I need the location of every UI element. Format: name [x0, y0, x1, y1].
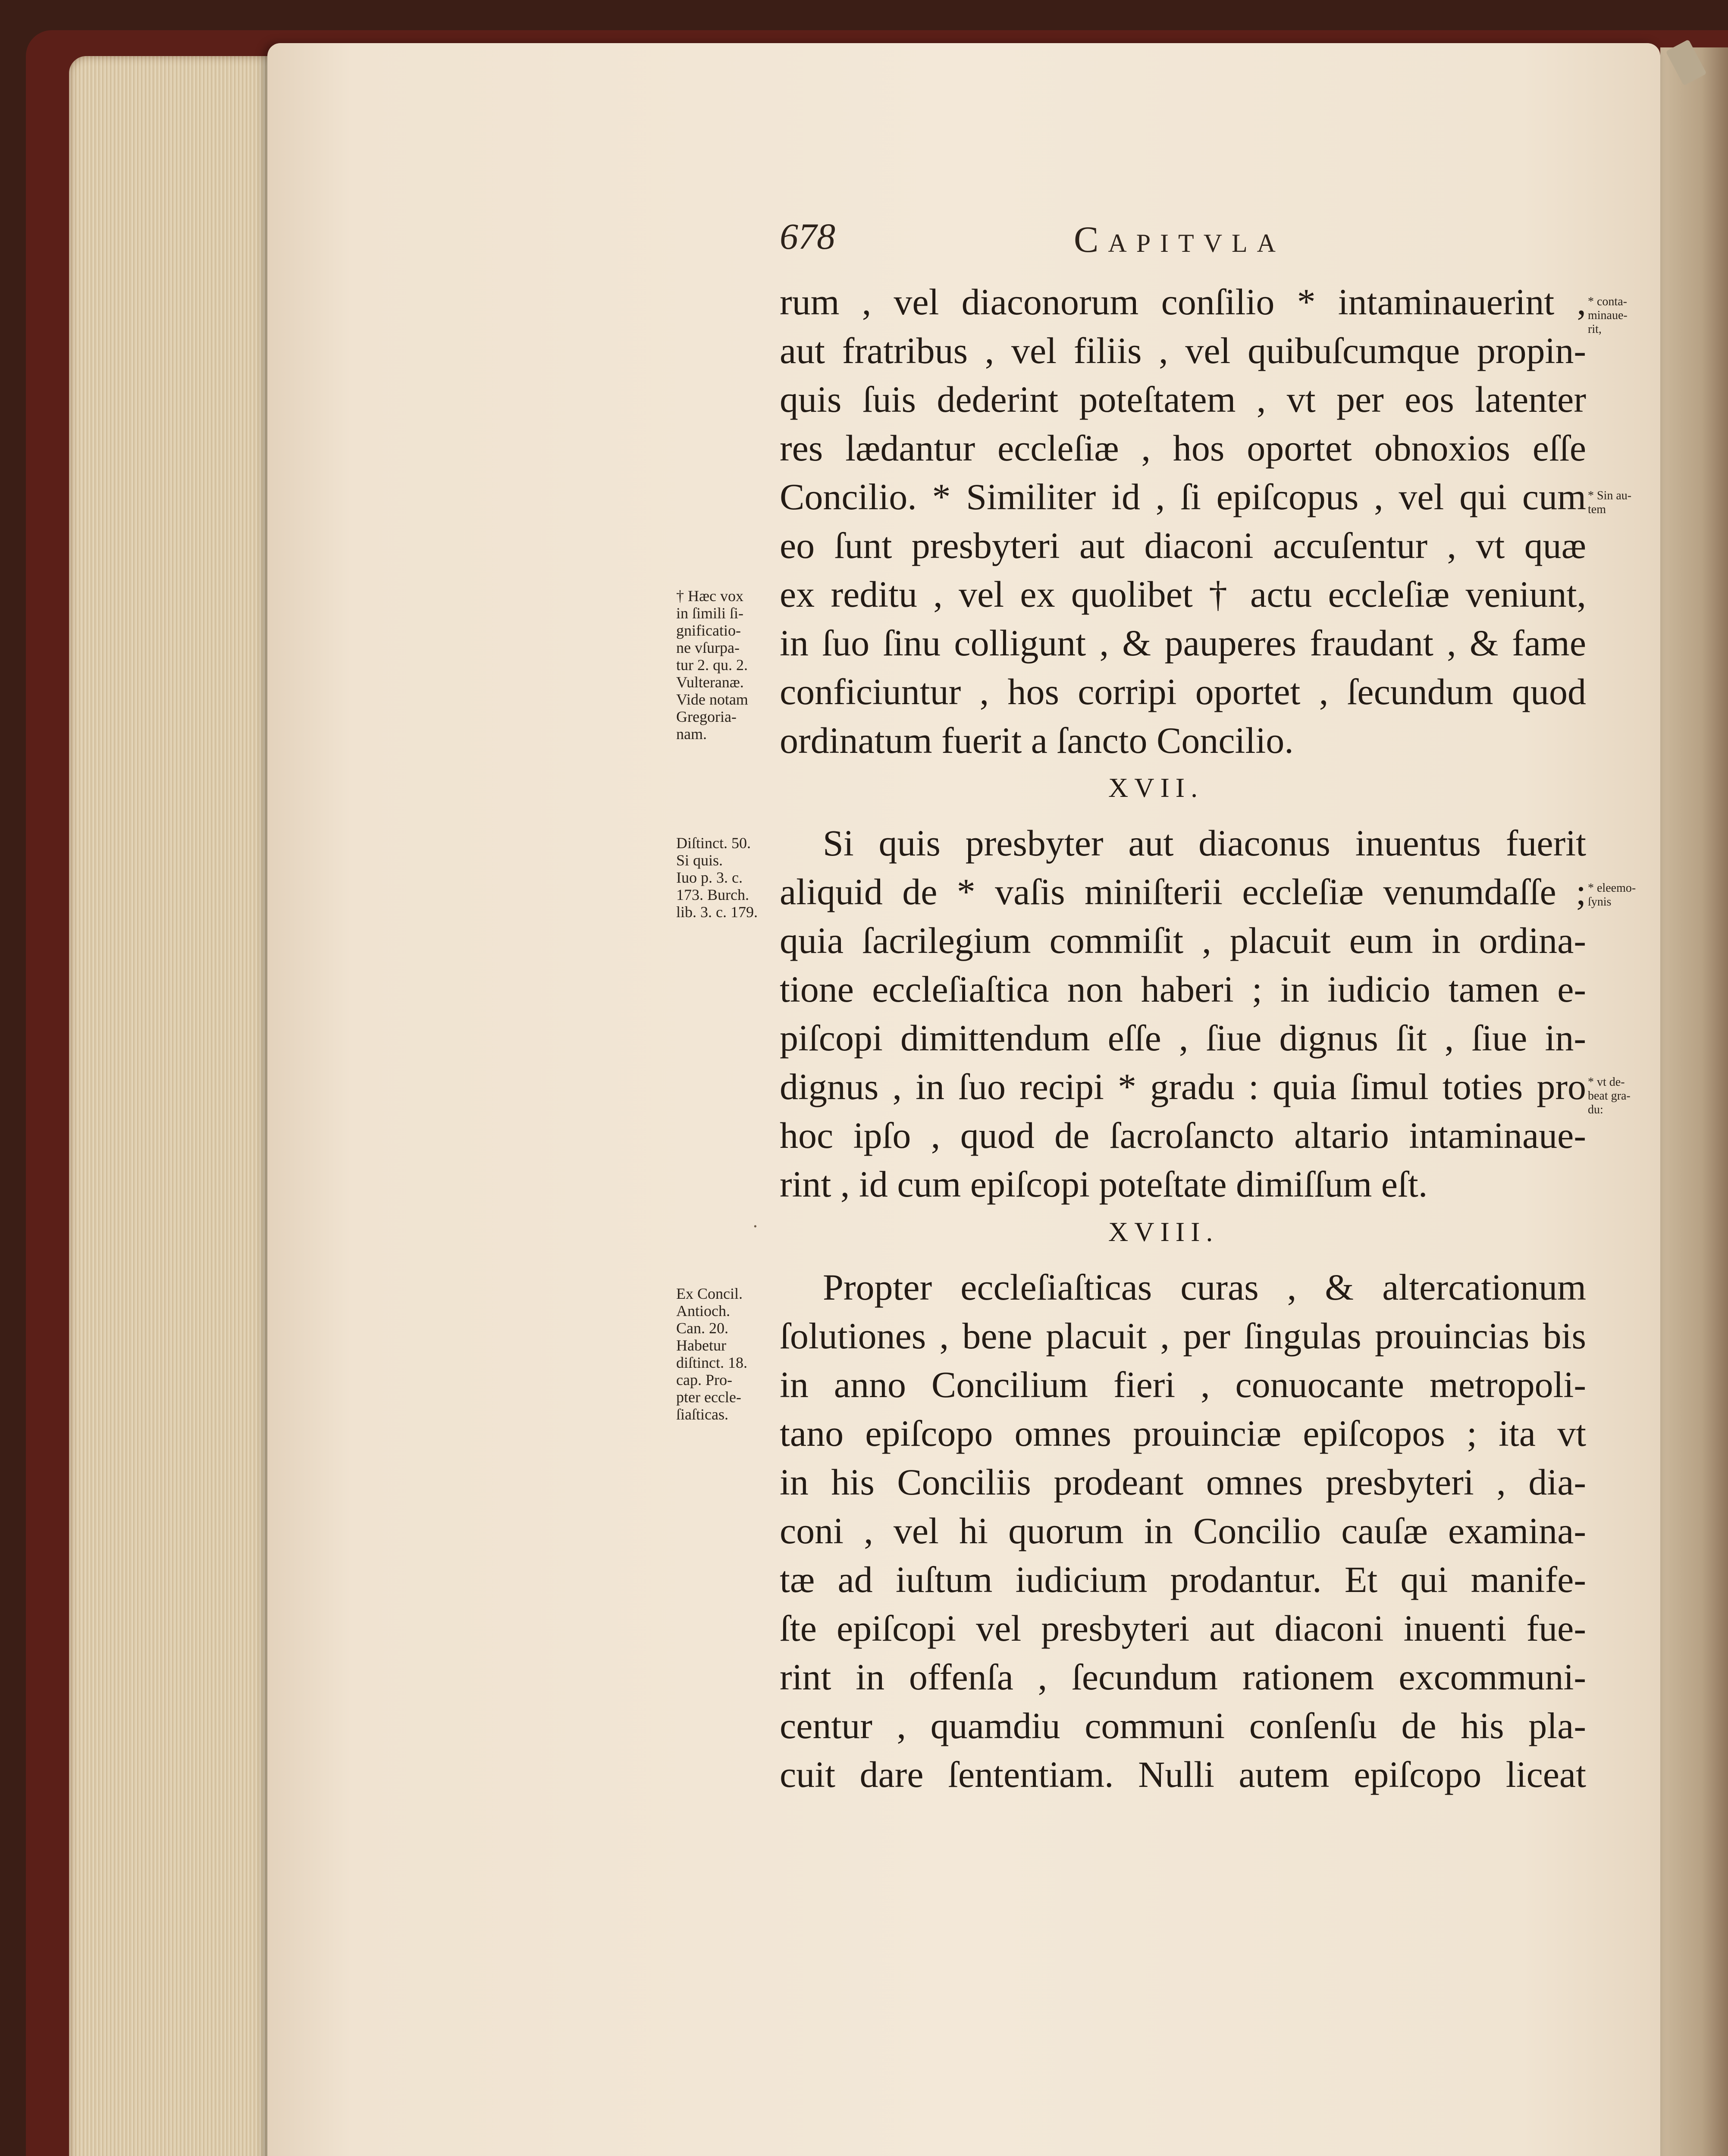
note-line: Can. 20.: [676, 1319, 728, 1337]
text-line: ordinatum fuerit a ſancto Concilio.: [780, 720, 1294, 761]
text-line: tæ ad iuſtum iudicium prodantur. Et qui manife-: [780, 1559, 1586, 1600]
running-head: Capitvla: [1074, 219, 1286, 260]
note-line: Gregoria-: [676, 708, 737, 725]
text-line: hoc ipſo , quod de ſacroſancto altario intaminaue-: [780, 1115, 1586, 1156]
note-line: * conta-: [1588, 295, 1627, 308]
note-line: Si quis.: [676, 852, 723, 869]
text-line: ſte epiſcopi vel presbyteri aut diaconi inuenti fue-: [780, 1608, 1586, 1649]
text-line: piſcopi dimittendum eſſe , ſiue dignus ſit , ſiue in-: [780, 1017, 1586, 1059]
text-line: ex reditu , vel ex quolibet † actu eccleſiæ veniunt,: [780, 573, 1586, 615]
text-line: conficiuntur , hos corripi oportet , ſecundum quod: [780, 671, 1586, 712]
page-number: 678: [780, 216, 835, 257]
text-line: aliquid de * vaſis miniſterii eccleſiæ venumdaſſe ;: [780, 871, 1586, 912]
text-line: aut fratribus , vel filiis , vel quibuſcumque propin-: [780, 330, 1586, 371]
note-line: in ſimili ſi-: [676, 605, 744, 622]
text-line: tione eccleſiaſtica non haberi ; in iudicio tamen e-: [780, 968, 1586, 1010]
note-line: minaue-: [1588, 309, 1628, 322]
text-line: Propter eccleſiaſticas curas , & altercationum: [823, 1266, 1586, 1308]
note-line: * Sin au-: [1588, 489, 1632, 502]
note-line: du:: [1588, 1103, 1603, 1116]
text-line: quis ſuis dederint poteſtatem , vt per eos latenter: [780, 379, 1586, 420]
text-line: cuit dare ſententiam. Nulli autem epiſcopo liceat: [780, 1754, 1586, 1795]
note-line: gnificatio-: [676, 622, 741, 639]
note-line: tur 2. qu. 2.: [676, 656, 748, 674]
facing-page-edge: [1660, 47, 1728, 2156]
text-line: eo ſunt presbyteri aut diaconi accuſentur , vt quæ: [780, 525, 1586, 566]
text-line: rint in offenſa , ſecundum rationem excommuni-: [780, 1656, 1586, 1698]
text-line: tano epiſcopo omnes prouinciæ epiſcopos ; ita vt: [780, 1413, 1586, 1454]
note-line: Vulteranæ.: [676, 674, 744, 691]
note-line: rit,: [1588, 323, 1602, 336]
note-line: † Hæc vox: [676, 587, 743, 605]
text-line: centur , quamdiu communi conſenſu de his pla-: [780, 1705, 1586, 1746]
note-line: 173. Burch.: [676, 886, 749, 903]
note-line: diſtinct. 18.: [676, 1354, 747, 1371]
text-line: rum , vel diaconorum conſilio * intaminauerint ,: [780, 281, 1586, 323]
stray-mark: .: [753, 1212, 758, 1232]
note-line: ne vſurpa-: [676, 639, 740, 656]
text-line: in ſuo ſinu colligunt , & pauperes fraudant , & fame: [780, 622, 1586, 664]
note-line: tem: [1588, 503, 1606, 516]
note-line: nam.: [676, 725, 707, 743]
note-line: Habetur: [676, 1337, 726, 1354]
note-line: Antioch.: [676, 1302, 730, 1319]
text-line: Si quis presbyter aut diaconus inuentus fuerit: [823, 822, 1586, 864]
text-line: coni , vel hi quorum in Concilio cauſæ examina-: [780, 1510, 1586, 1551]
text-line: ſolutiones , bene placuit , per ſingulas prouincias bis: [780, 1315, 1586, 1357]
text-line: dignus , in ſuo recipi * gradu : quia ſimul toties pro: [780, 1066, 1586, 1107]
note-line: Iuo p. 3. c.: [676, 869, 743, 886]
section-heading-18: XVIII.: [1108, 1216, 1219, 1247]
text-line: quia ſacrilegium commiſit , placuit eum in ordina-: [780, 920, 1586, 961]
note-line: Ex Concil.: [676, 1285, 743, 1302]
note-line: lib. 3. c. 179.: [676, 903, 758, 921]
text-line: in his Conciliis prodeant omnes presbyteri , dia-: [780, 1461, 1586, 1503]
text-line: rint , id cum epiſcopi poteſtate dimiſſum eſt.: [780, 1163, 1428, 1205]
note-line: Diſtinct. 50.: [676, 834, 751, 852]
note-line: ſiaſticas.: [676, 1406, 728, 1423]
text-line: Concilio. * Similiter id , ſi epiſcopus , vel qui cum: [780, 476, 1586, 517]
note-line: Vide notam: [676, 691, 748, 708]
text-line: in anno Concilium fieri , conuocante metropoli-: [780, 1364, 1586, 1405]
note-line: cap. Pro-: [676, 1371, 732, 1388]
note-line: pter eccle-: [676, 1388, 741, 1406]
text-line: res lædantur eccleſiæ , hos oportet obnoxios eſſe: [780, 427, 1586, 469]
note-line: beat gra-: [1588, 1089, 1631, 1103]
section-heading-17: XVII.: [1108, 772, 1204, 803]
note-line: ſynis: [1588, 895, 1612, 909]
note-line: * eleemo-: [1588, 881, 1636, 895]
note-line: * vt de-: [1588, 1075, 1625, 1089]
